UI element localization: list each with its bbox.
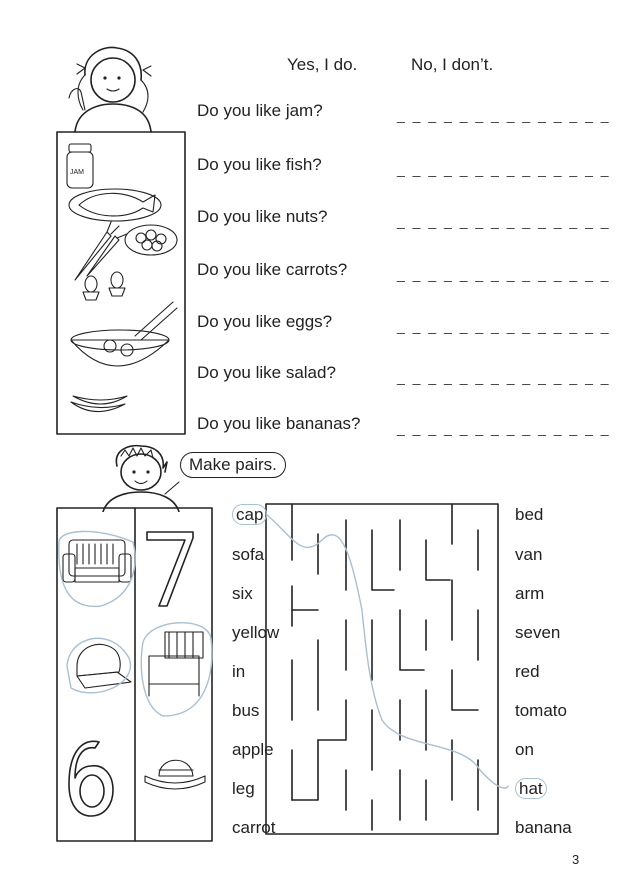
maze-word-right[interactable]: hat — [515, 779, 547, 799]
jam-jar-icon — [67, 144, 93, 188]
maze[interactable] — [262, 500, 512, 845]
maze-word-left[interactable]: apple — [232, 740, 274, 759]
question-fish: Do you like fish? — [197, 155, 322, 174]
maze-word-right[interactable]: on — [515, 740, 534, 759]
pictures-box — [55, 506, 215, 844]
question-nuts: Do you like nuts? — [197, 207, 328, 226]
header-yes: Yes, I do. — [287, 55, 358, 74]
bananas-icon — [71, 396, 127, 412]
header-no: No, I don’t. — [411, 55, 494, 74]
question-jam: Do you like jam? — [197, 101, 323, 120]
answer-blank[interactable]: _ _ _ _ _ _ _ _ _ _ _ _ _ _ — [397, 213, 611, 229]
nuts-bowl-icon — [125, 225, 177, 255]
maze-word-right[interactable]: red — [515, 662, 540, 681]
question-carrots: Do you like carrots? — [197, 260, 348, 279]
answer-blank[interactable]: _ _ _ _ _ _ _ _ _ _ _ _ _ _ — [397, 107, 611, 123]
question-bananas: Do you like bananas? — [197, 414, 361, 433]
maze-word-right[interactable]: seven — [515, 623, 561, 642]
answer-blank[interactable]: _ _ _ _ _ _ _ _ _ _ _ _ _ _ — [397, 266, 611, 282]
food-illustration — [55, 40, 187, 435]
speech-bubble: Make pairs. — [180, 452, 286, 478]
maze-word-right[interactable]: tomato — [515, 701, 567, 720]
answer-blank[interactable]: _ _ _ _ _ _ _ _ _ _ _ _ _ _ — [397, 369, 611, 385]
maze-word-left[interactable]: cap — [232, 505, 267, 525]
answer-blank[interactable]: _ _ _ _ _ _ _ _ _ _ _ _ _ _ — [397, 420, 611, 436]
girl-icon — [69, 47, 151, 132]
maze-word-left[interactable]: six — [232, 584, 253, 603]
svg-text:JAM: JAM — [70, 169, 84, 176]
maze-word-left[interactable]: bus — [232, 701, 260, 720]
carrots-icon — [75, 222, 127, 280]
hat-icon — [145, 760, 205, 789]
number-seven-icon — [147, 532, 193, 606]
number-six-icon — [69, 741, 113, 816]
fish-plate-icon — [69, 189, 161, 221]
salad-bowl-icon — [71, 302, 177, 366]
boy-icon — [95, 442, 190, 512]
maze-word-right[interactable]: arm — [515, 584, 545, 603]
maze-word-right[interactable]: van — [515, 545, 543, 564]
maze-word-right[interactable]: banana — [515, 818, 572, 837]
bed-icon — [141, 623, 211, 716]
sofa-icon — [59, 531, 135, 606]
question-salad: Do you like salad? — [197, 363, 336, 382]
page-number: 3 — [572, 852, 580, 867]
maze-word-left[interactable]: in — [232, 662, 246, 681]
traced-path — [266, 514, 508, 788]
maze-word-left[interactable]: sofa — [232, 545, 265, 564]
maze-word-left[interactable]: carrot — [232, 818, 276, 837]
maze-word-left[interactable]: yellow — [232, 623, 280, 642]
answer-blank[interactable]: _ _ _ _ _ _ _ _ _ _ _ _ _ _ — [397, 161, 611, 177]
maze-word-right[interactable]: bed — [515, 505, 544, 524]
maze-word-left[interactable]: leg — [232, 779, 255, 798]
question-eggs: Do you like eggs? — [197, 312, 333, 331]
answer-blank[interactable]: _ _ _ _ _ _ _ _ _ _ _ _ _ _ — [397, 318, 611, 334]
eggs-icon — [83, 272, 125, 300]
cap-icon — [67, 638, 131, 693]
